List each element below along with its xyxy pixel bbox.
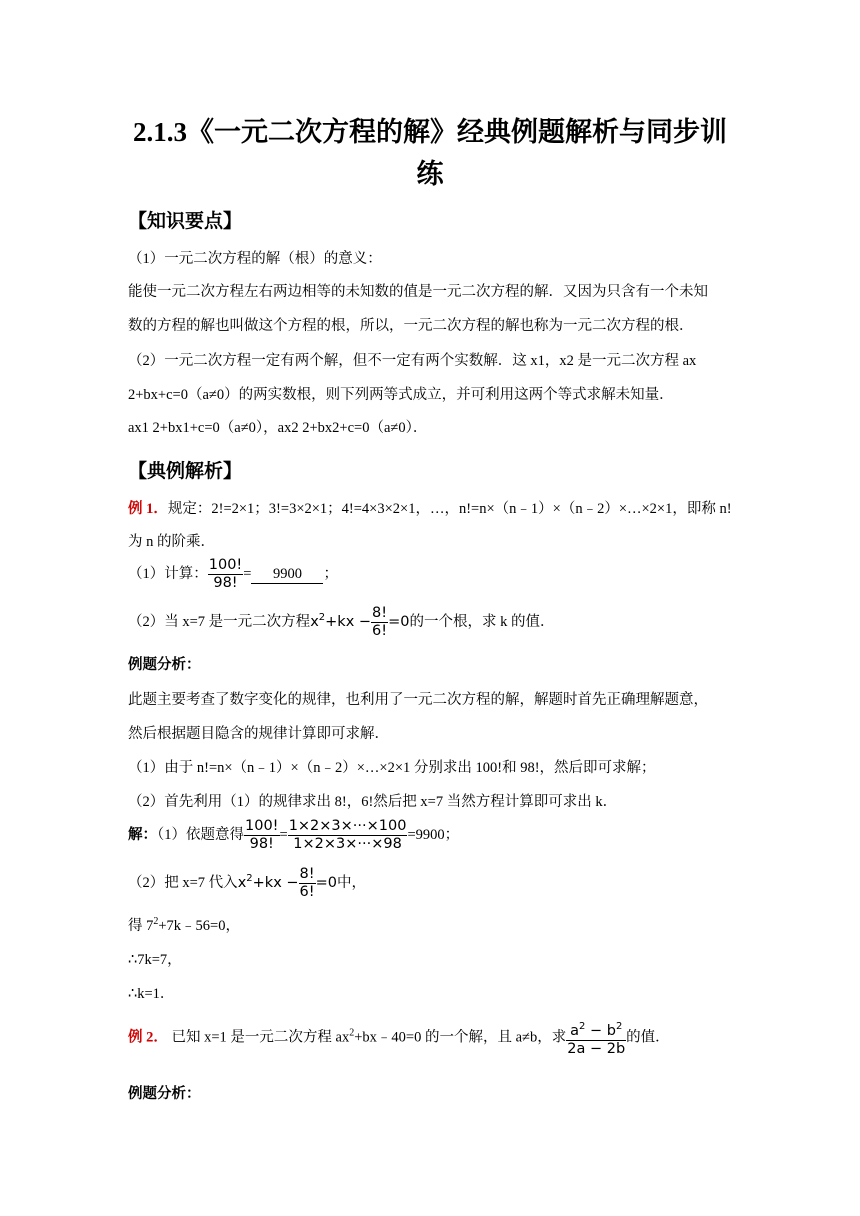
sol1-numerator2: 1×2×3×···×100 [288,818,407,834]
example1-analysis1: 此题主要考查了数字变化的规律，也利用了一元二次方程的解，解题时首先正确理解题意， [128,692,708,708]
sol1-prefix: （1）依题意得 [157,826,244,843]
q2-numerator: 8! [372,605,388,621]
example1-q1 [128,557,338,592]
doc-title-line1: 2.1.3《一元二次方程的解》经典例题解析与同步训 [133,117,727,147]
ex2-num-sup1: 2 [578,1021,586,1032]
q1-suffix: ； [323,565,338,582]
example1-analysis4: （2）首先利用（1）的规律求出 8!，6!然后把 x=7 当然方程计算即可求出 k． [128,794,618,810]
sol1-fraction1 [244,818,280,853]
example2-numerator [566,1018,626,1041]
sol1-fraction2 [288,818,408,853]
q1-denominator: 98! [213,575,238,591]
example2-suffix: 的值． [626,1029,670,1046]
example1-analysis3: （1）由于 n!=n×（n﹣1）×（n﹣2）×…×2×1 分别求出 100!和 98!，然后即可求解； [128,760,656,776]
knowledge-p4: ax1 2+bx1+c=0（a≠0），ax2 2+bx2+c=0（a≠0）． [128,420,428,436]
q2-prefix: （2）当 x=7 是一元二次方程 [128,613,311,630]
example2-text-sup: 2 [349,1027,355,1039]
section-knowledge-heading: 【知识要点】 [128,211,243,232]
example2-text-b: +bx﹣40=0 的一个解，且 a≠b，求 [354,1029,567,1046]
example1-solution5: ∴k=1． [128,986,175,1002]
section-examples-heading: 【典例解析】 [128,461,243,482]
example1-solution4: ∴7k=7， [128,952,182,968]
example1-solution2 [128,866,366,901]
example1-solution1 [128,818,459,853]
q1-numerator: 100! [208,557,243,573]
q1-answer-blank: 9900 [251,566,323,584]
example1-q2 [128,605,554,640]
q2-suffix: 的一个根，求 k 的值． [409,613,555,630]
q2-eq-kx: +kx − [325,613,372,630]
q2-eq-sup: 2 [318,612,326,623]
solution-label: 解： [128,826,157,843]
q2-denominator: 6! [372,623,388,639]
example2-denominator: 2a − 2b [567,1040,626,1057]
ex2-num-b: − b [585,1022,616,1039]
knowledge-p3a: （2）一元二次方程一定有两个解，但不一定有两个实数解．这 x1，x2 是一元二次方程 ax [128,353,697,369]
sol3-a: 得 7 [128,918,154,934]
sol2-eq-x: x [237,874,247,891]
sol2-eq-sup: 2 [246,873,253,884]
sol2-eq-zero: =0 [315,874,337,891]
sol2-denominator: 6! [299,884,315,900]
knowledge-p3b: 2+bx+c=0（a≠0）的两实数根，则下列两等式成立，并可利用这两个等式求解未知量． [128,387,674,403]
sol2-numerator: 8! [299,866,315,882]
example1-label: 例 1． [128,501,168,517]
sol2-suffix: 中， [336,874,366,891]
q2-eq-zero: =0 [388,613,410,630]
ex2-num-sup2: 2 [615,1021,623,1032]
q2-fraction [371,605,388,640]
example2-text-a: 已知 x=1 是一元二次方程 ax [171,1029,350,1046]
sol2-prefix: （2）把 x=7 代入 [128,874,238,891]
q1-fraction [208,557,244,592]
example1-text1: 规定：2!=2×1；3!=3×2×1；4!=4×3×2×1，…，n!=n×（n﹣1）×（n﹣2）×…×2×1，即称 n! [167,501,732,517]
knowledge-p2b: 数的方程的解也叫做这个方程的根，所以，一元二次方程的解也称为一元二次方程的根． [128,318,694,334]
sol2-eq-kx: +kx − [252,874,299,891]
sol3-b: +7k﹣56=0， [158,918,240,934]
sol1-numerator1: 100! [245,818,279,834]
example2-line [128,1018,670,1058]
q1-equals: = [243,565,252,582]
sol3-sup: 2 [153,916,159,928]
example2-fraction [566,1018,626,1058]
doc-title-line2: 练 [416,159,444,189]
knowledge-p1: （1）一元二次方程的解（根）的意义： [128,251,382,267]
knowledge-p2a: 能使一元二次方程左右两边相等的未知数的值是一元二次方程的解．又因为只含有一个未知 [128,284,708,300]
example1-line1 [128,497,732,518]
sol2-fraction [299,866,316,901]
sol1-equals: = [279,826,288,843]
example1-analysis-label: 例题分析： [128,657,201,673]
example1-solution3 [128,914,240,935]
sol1-denominator2: 1×2×3×···×98 [293,836,402,852]
example2-analysis-label: 例题分析： [128,1086,201,1102]
example1-analysis2: 然后根据题目隐含的规律计算即可求解． [128,726,389,742]
example2-label: 例 2． [128,1029,168,1046]
ex2-num-a: a [570,1022,579,1039]
q1-prefix: （1）计算： [128,565,208,582]
example1-line2: 为 n 的阶乘． [128,534,215,550]
sol1-result: =9900； [407,826,460,843]
q2-eq-x: x [310,613,319,630]
sol1-denominator1: 98! [249,836,274,852]
